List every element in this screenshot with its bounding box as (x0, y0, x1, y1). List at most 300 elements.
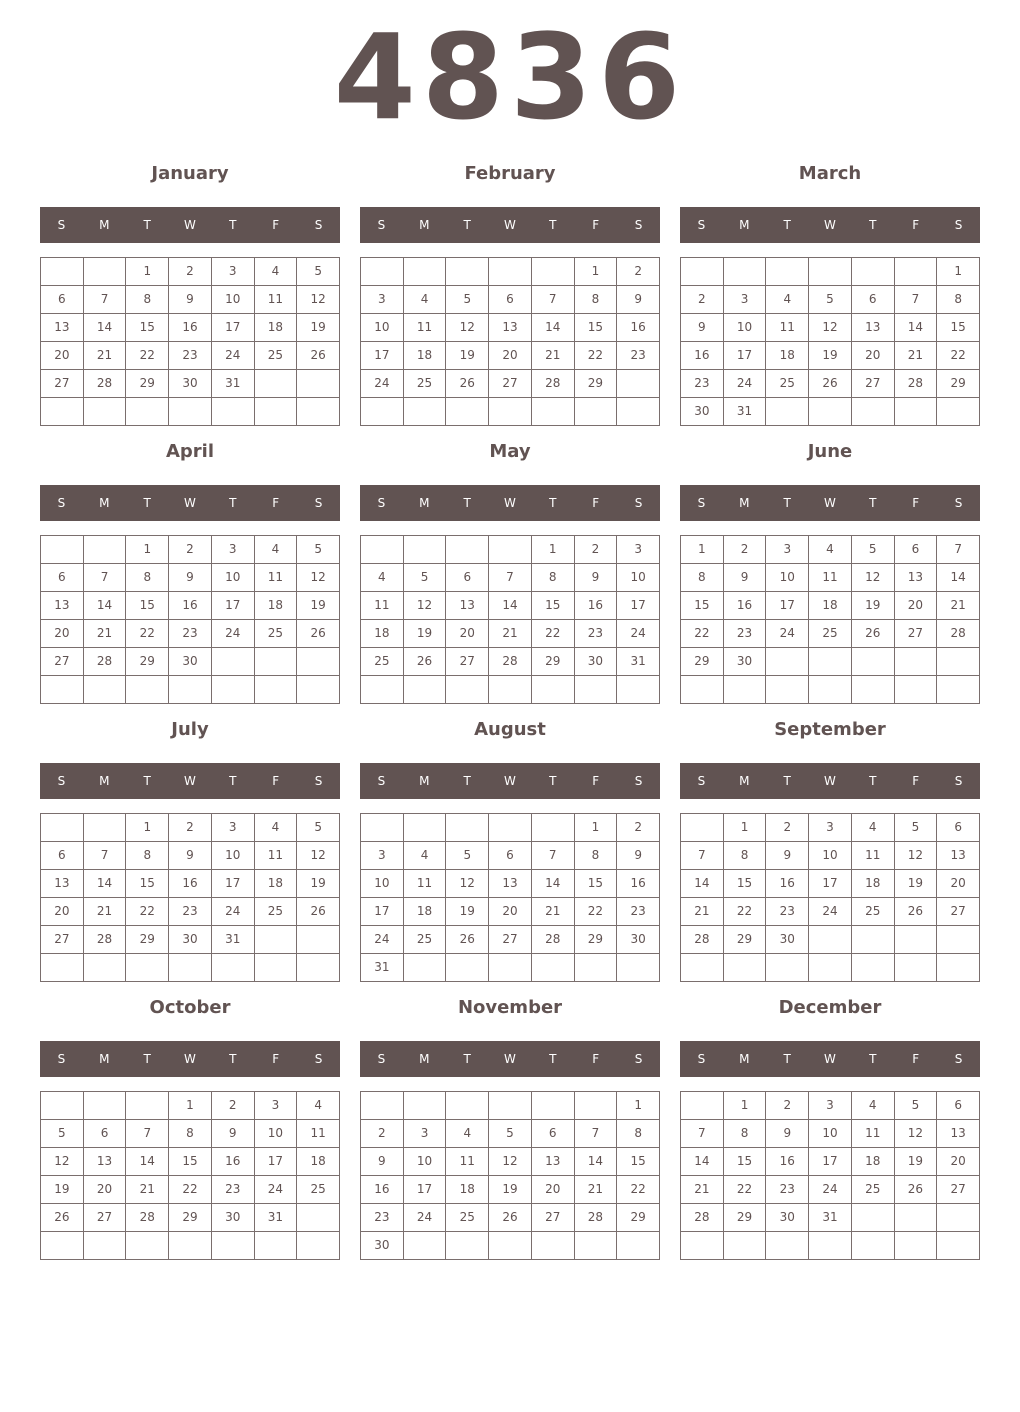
empty-day-cell (255, 1232, 298, 1260)
empty-day-cell (724, 954, 767, 982)
months-grid (40, 156, 980, 1268)
day-cell: 10 (809, 842, 852, 870)
day-cell: 3 (361, 286, 404, 314)
day-cell: 7 (575, 1120, 618, 1148)
day-cell: 14 (895, 314, 938, 342)
day-cell: 28 (681, 926, 724, 954)
weekday-label: S (634, 1052, 643, 1066)
day-cell: 8 (169, 1120, 212, 1148)
day-cell: 22 (681, 620, 724, 648)
day-cell: 26 (446, 926, 489, 954)
day-cell: 28 (84, 648, 127, 676)
month-name: February (464, 163, 556, 184)
empty-day-cell (852, 398, 895, 426)
weekday-label: M (739, 496, 750, 510)
day-cell: 5 (446, 842, 489, 870)
empty-day-cell (361, 1092, 404, 1120)
weekday-header (680, 763, 980, 799)
day-cell: 3 (212, 536, 255, 564)
day-cell: 27 (84, 1204, 127, 1232)
day-cell: 9 (212, 1120, 255, 1148)
day-grid (360, 1091, 660, 1260)
day-cell: 13 (41, 314, 84, 342)
weekday-label: M (739, 1052, 750, 1066)
empty-day-cell (532, 954, 575, 982)
day-cell: 5 (297, 814, 340, 842)
empty-day-cell (297, 1232, 340, 1260)
day-grid (360, 257, 660, 426)
weekday-label: T (549, 774, 557, 788)
weekday-label: T (869, 774, 877, 788)
day-cell: 29 (617, 1204, 660, 1232)
day-cell: 24 (766, 620, 809, 648)
day-cell: 24 (404, 1204, 447, 1232)
day-cell: 15 (575, 314, 618, 342)
month-december (680, 990, 980, 1268)
day-grid (40, 813, 340, 982)
empty-day-cell (809, 926, 852, 954)
day-cell: 15 (532, 592, 575, 620)
empty-day-cell (766, 1232, 809, 1260)
weekday-header (360, 1041, 660, 1077)
day-cell: 3 (212, 814, 255, 842)
day-cell: 12 (809, 314, 852, 342)
day-cell: 24 (724, 370, 767, 398)
day-cell: 24 (212, 620, 255, 648)
day-cell: 20 (446, 620, 489, 648)
day-cell: 6 (489, 842, 532, 870)
day-cell: 18 (361, 620, 404, 648)
empty-day-cell (41, 536, 84, 564)
weekday-label: M (99, 774, 110, 788)
day-cell: 9 (766, 1120, 809, 1148)
day-cell: 29 (126, 648, 169, 676)
empty-day-cell (404, 814, 447, 842)
weekday-label: W (184, 496, 196, 510)
weekday-label: S (954, 496, 963, 510)
day-cell: 31 (724, 398, 767, 426)
day-cell: 17 (212, 870, 255, 898)
day-cell: 25 (255, 898, 298, 926)
day-cell: 28 (575, 1204, 618, 1232)
empty-day-cell (489, 1092, 532, 1120)
day-cell: 12 (852, 564, 895, 592)
day-cell: 25 (446, 1204, 489, 1232)
day-cell: 25 (852, 1176, 895, 1204)
empty-day-cell (297, 1204, 340, 1232)
day-cell: 12 (297, 286, 340, 314)
day-cell: 16 (617, 314, 660, 342)
day-cell: 28 (489, 648, 532, 676)
day-cell: 16 (169, 870, 212, 898)
day-cell: 14 (84, 314, 127, 342)
empty-day-cell (126, 398, 169, 426)
empty-day-cell (617, 1232, 660, 1260)
day-cell: 13 (937, 1120, 980, 1148)
day-cell: 20 (489, 342, 532, 370)
empty-day-cell (681, 814, 724, 842)
day-cell: 25 (852, 898, 895, 926)
day-cell: 20 (532, 1176, 575, 1204)
day-cell: 24 (617, 620, 660, 648)
weekday-label: S (697, 218, 706, 232)
day-cell: 31 (361, 954, 404, 982)
day-cell: 12 (297, 842, 340, 870)
weekday-label: F (272, 218, 280, 232)
day-cell: 10 (212, 286, 255, 314)
weekday-label: T (463, 1052, 471, 1066)
empty-day-cell (446, 1232, 489, 1260)
month-name: July (171, 719, 209, 740)
empty-day-cell (41, 954, 84, 982)
day-cell: 28 (532, 370, 575, 398)
day-cell: 23 (681, 370, 724, 398)
month-name: June (807, 441, 853, 462)
empty-day-cell (809, 676, 852, 704)
day-cell: 24 (212, 342, 255, 370)
empty-day-cell (404, 258, 447, 286)
day-cell: 10 (212, 564, 255, 592)
day-grid (680, 535, 980, 704)
weekday-label: T (143, 1052, 151, 1066)
empty-day-cell (937, 648, 980, 676)
day-cell: 3 (766, 536, 809, 564)
day-cell: 26 (41, 1204, 84, 1232)
day-cell: 11 (361, 592, 404, 620)
day-cell: 18 (255, 592, 298, 620)
day-cell: 10 (361, 314, 404, 342)
day-cell: 15 (126, 592, 169, 620)
day-cell: 12 (41, 1148, 84, 1176)
empty-day-cell (681, 1092, 724, 1120)
day-cell: 29 (937, 370, 980, 398)
day-cell: 21 (895, 342, 938, 370)
day-cell: 16 (169, 592, 212, 620)
day-cell: 4 (852, 1092, 895, 1120)
empty-day-cell (532, 258, 575, 286)
day-cell: 9 (681, 314, 724, 342)
day-cell: 23 (361, 1204, 404, 1232)
day-cell: 10 (361, 870, 404, 898)
day-cell: 27 (41, 370, 84, 398)
day-cell: 19 (852, 592, 895, 620)
day-cell: 17 (809, 1148, 852, 1176)
empty-day-cell (681, 676, 724, 704)
weekday-label: F (592, 218, 600, 232)
day-cell: 22 (617, 1176, 660, 1204)
day-cell: 27 (446, 648, 489, 676)
empty-day-cell (41, 1232, 84, 1260)
empty-day-cell (937, 954, 980, 982)
empty-day-cell (489, 258, 532, 286)
month-name: August (474, 719, 546, 740)
empty-day-cell (489, 1232, 532, 1260)
weekday-label: S (377, 1052, 386, 1066)
day-cell: 2 (681, 286, 724, 314)
day-cell: 17 (809, 870, 852, 898)
day-cell: 6 (41, 286, 84, 314)
weekday-label: T (229, 1052, 237, 1066)
day-cell: 14 (937, 564, 980, 592)
empty-day-cell (84, 676, 127, 704)
day-cell: 3 (617, 536, 660, 564)
day-cell: 1 (937, 258, 980, 286)
empty-day-cell (126, 1092, 169, 1120)
weekday-label: S (634, 218, 643, 232)
day-cell: 26 (852, 620, 895, 648)
day-cell: 6 (84, 1120, 127, 1148)
weekday-header (680, 485, 980, 521)
day-cell: 6 (532, 1120, 575, 1148)
day-cell: 8 (126, 842, 169, 870)
day-cell: 24 (361, 370, 404, 398)
day-cell: 5 (809, 286, 852, 314)
day-cell: 3 (404, 1120, 447, 1148)
empty-day-cell (446, 954, 489, 982)
empty-day-cell (809, 258, 852, 286)
weekday-label: S (57, 218, 66, 232)
day-cell: 27 (852, 370, 895, 398)
weekday-label: F (912, 496, 920, 510)
empty-day-cell (41, 814, 84, 842)
day-cell: 7 (681, 1120, 724, 1148)
empty-day-cell (169, 676, 212, 704)
weekday-label: S (377, 218, 386, 232)
empty-day-cell (937, 1204, 980, 1232)
empty-day-cell (809, 1232, 852, 1260)
empty-day-cell (361, 676, 404, 704)
empty-day-cell (255, 676, 298, 704)
empty-day-cell (361, 536, 404, 564)
day-cell: 2 (575, 536, 618, 564)
day-cell: 4 (361, 564, 404, 592)
empty-day-cell (724, 258, 767, 286)
empty-day-cell (852, 954, 895, 982)
day-cell: 27 (937, 898, 980, 926)
day-cell: 20 (937, 870, 980, 898)
empty-day-cell (681, 258, 724, 286)
day-cell: 26 (404, 648, 447, 676)
day-cell: 9 (724, 564, 767, 592)
weekday-label: T (463, 774, 471, 788)
day-cell: 28 (532, 926, 575, 954)
empty-day-cell (766, 676, 809, 704)
day-cell: 20 (489, 898, 532, 926)
weekday-label: T (143, 218, 151, 232)
day-cell: 10 (212, 842, 255, 870)
day-cell: 26 (297, 620, 340, 648)
day-cell: 10 (724, 314, 767, 342)
empty-day-cell (404, 954, 447, 982)
weekday-label: S (57, 1052, 66, 1066)
day-cell: 18 (852, 870, 895, 898)
day-cell: 2 (169, 814, 212, 842)
day-cell: 15 (724, 870, 767, 898)
month-april (40, 434, 340, 712)
day-cell: 5 (446, 286, 489, 314)
day-cell: 1 (575, 814, 618, 842)
empty-day-cell (404, 676, 447, 704)
day-cell: 19 (446, 898, 489, 926)
day-cell: 18 (766, 342, 809, 370)
day-cell: 31 (255, 1204, 298, 1232)
day-cell: 31 (212, 370, 255, 398)
empty-day-cell (41, 258, 84, 286)
day-cell: 16 (766, 1148, 809, 1176)
weekday-label: F (272, 774, 280, 788)
weekday-label: W (824, 1052, 836, 1066)
empty-day-cell (84, 1092, 127, 1120)
empty-day-cell (126, 676, 169, 704)
empty-day-cell (852, 676, 895, 704)
day-cell: 26 (297, 342, 340, 370)
month-may (360, 434, 660, 712)
empty-day-cell (446, 814, 489, 842)
weekday-label: M (419, 774, 430, 788)
weekday-label: W (824, 774, 836, 788)
day-cell: 30 (169, 926, 212, 954)
day-cell: 3 (809, 814, 852, 842)
empty-day-cell (446, 676, 489, 704)
day-cell: 11 (404, 314, 447, 342)
day-cell: 25 (766, 370, 809, 398)
day-cell: 13 (41, 870, 84, 898)
weekday-label: T (463, 218, 471, 232)
day-cell: 5 (297, 258, 340, 286)
day-cell: 21 (937, 592, 980, 620)
day-cell: 5 (41, 1120, 84, 1148)
day-cell: 20 (41, 898, 84, 926)
weekday-header (40, 207, 340, 243)
day-cell: 3 (724, 286, 767, 314)
day-cell: 12 (446, 870, 489, 898)
day-cell: 17 (617, 592, 660, 620)
empty-day-cell (297, 398, 340, 426)
day-cell: 16 (724, 592, 767, 620)
weekday-label: S (954, 1052, 963, 1066)
month-february (360, 156, 660, 434)
weekday-label: S (377, 496, 386, 510)
day-cell: 26 (446, 370, 489, 398)
day-cell: 22 (169, 1176, 212, 1204)
day-cell: 31 (212, 926, 255, 954)
day-cell: 23 (766, 1176, 809, 1204)
day-cell: 22 (724, 898, 767, 926)
day-cell: 19 (895, 870, 938, 898)
day-cell: 2 (766, 814, 809, 842)
day-cell: 21 (575, 1176, 618, 1204)
day-cell: 2 (361, 1120, 404, 1148)
empty-day-cell (84, 536, 127, 564)
empty-day-cell (297, 648, 340, 676)
day-cell: 19 (404, 620, 447, 648)
empty-day-cell (297, 370, 340, 398)
empty-day-cell (361, 258, 404, 286)
empty-day-cell (852, 1232, 895, 1260)
day-grid (360, 813, 660, 982)
day-cell: 11 (255, 842, 298, 870)
day-cell: 6 (446, 564, 489, 592)
day-cell: 5 (489, 1120, 532, 1148)
weekday-label: S (314, 774, 323, 788)
weekday-label: F (272, 1052, 280, 1066)
empty-day-cell (84, 258, 127, 286)
empty-day-cell (895, 648, 938, 676)
weekday-label: S (954, 774, 963, 788)
day-cell: 28 (895, 370, 938, 398)
empty-day-cell (489, 676, 532, 704)
day-cell: 21 (84, 620, 127, 648)
day-cell: 28 (84, 926, 127, 954)
day-cell: 21 (489, 620, 532, 648)
day-cell: 22 (126, 620, 169, 648)
day-cell: 22 (724, 1176, 767, 1204)
day-cell: 11 (255, 564, 298, 592)
day-cell: 22 (126, 342, 169, 370)
day-cell: 14 (681, 1148, 724, 1176)
weekday-label: W (184, 774, 196, 788)
weekday-label: T (229, 774, 237, 788)
day-cell: 30 (169, 370, 212, 398)
day-cell: 11 (446, 1148, 489, 1176)
day-cell: 19 (41, 1176, 84, 1204)
weekday-label: W (504, 496, 516, 510)
day-cell: 26 (809, 370, 852, 398)
weekday-label: M (99, 218, 110, 232)
day-cell: 16 (617, 870, 660, 898)
weekday-label: M (419, 218, 430, 232)
empty-day-cell (169, 1232, 212, 1260)
day-cell: 15 (169, 1148, 212, 1176)
empty-day-cell (895, 1232, 938, 1260)
weekday-label: M (99, 496, 110, 510)
day-cell: 11 (404, 870, 447, 898)
empty-day-cell (404, 1092, 447, 1120)
empty-day-cell (446, 258, 489, 286)
day-cell: 5 (895, 814, 938, 842)
month-name: November (457, 997, 563, 1018)
day-cell: 15 (937, 314, 980, 342)
day-cell: 14 (84, 592, 127, 620)
empty-day-cell (169, 954, 212, 982)
weekday-label: W (504, 1052, 516, 1066)
empty-day-cell (297, 954, 340, 982)
day-cell: 30 (361, 1232, 404, 1260)
day-cell: 14 (84, 870, 127, 898)
day-cell: 19 (297, 870, 340, 898)
empty-day-cell (297, 926, 340, 954)
day-grid (40, 257, 340, 426)
empty-day-cell (575, 1092, 618, 1120)
month-july (40, 712, 340, 990)
day-cell: 2 (617, 814, 660, 842)
empty-day-cell (84, 398, 127, 426)
day-cell: 22 (575, 342, 618, 370)
day-cell: 30 (766, 1204, 809, 1232)
weekday-label: F (912, 774, 920, 788)
weekday-label: S (634, 496, 643, 510)
day-cell: 17 (404, 1176, 447, 1204)
day-cell: 25 (255, 620, 298, 648)
day-cell: 24 (809, 1176, 852, 1204)
empty-day-cell (895, 954, 938, 982)
day-cell: 16 (766, 870, 809, 898)
day-cell: 17 (361, 342, 404, 370)
day-cell: 14 (575, 1148, 618, 1176)
empty-day-cell (617, 676, 660, 704)
day-cell: 26 (489, 1204, 532, 1232)
day-cell: 19 (895, 1148, 938, 1176)
